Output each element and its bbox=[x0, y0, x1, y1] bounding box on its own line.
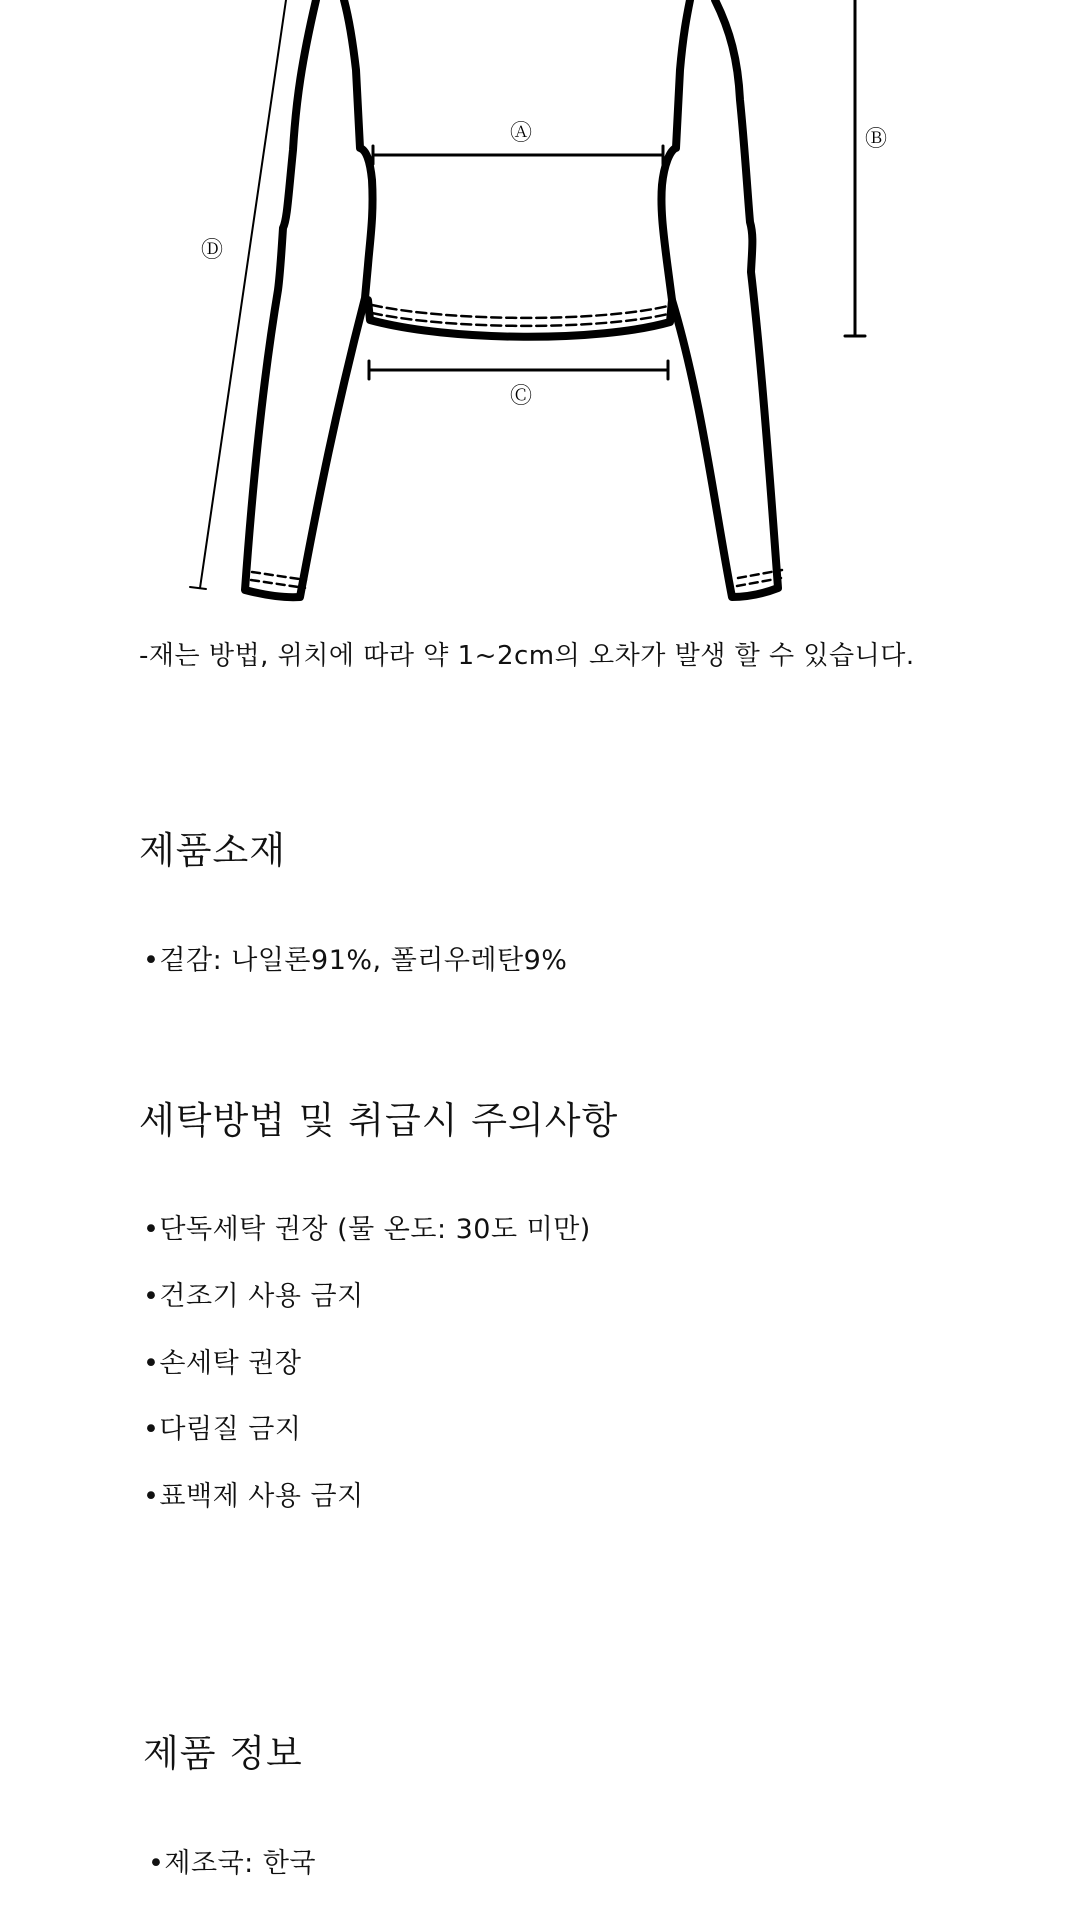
garment-size-diagram bbox=[0, 0, 1080, 610]
care-item: •표백제 사용 금지 bbox=[143, 1481, 364, 1512]
care-item: •손세탁 권장 bbox=[143, 1348, 302, 1379]
left-cuff-stitch bbox=[252, 572, 306, 580]
hem-stitch-1 bbox=[372, 305, 668, 318]
measurement-note: -재는 방법, 위치에 따라 약 1~2cm의 오차가 발생 할 수 있습니다. bbox=[139, 641, 915, 671]
label-b: Ⓑ bbox=[864, 127, 888, 152]
left-cuff-stitch-2 bbox=[251, 580, 305, 588]
label-d: Ⓓ bbox=[200, 238, 224, 263]
care-item: •다림질 금지 bbox=[143, 1414, 302, 1445]
label-a: Ⓐ bbox=[509, 121, 533, 146]
care-item: •건조기 사용 금지 bbox=[143, 1281, 364, 1312]
care-heading: 세탁방법 및 취급시 주의사항 bbox=[139, 1099, 619, 1142]
product-info-item: •제조국: 한국 bbox=[148, 1848, 317, 1879]
garment-hem bbox=[368, 300, 672, 337]
hem-stitch-2 bbox=[372, 313, 668, 326]
product-info-heading: 제품 정보 bbox=[143, 1732, 303, 1775]
garment-right-outline bbox=[661, 0, 778, 597]
measure-line-d bbox=[200, 0, 286, 588]
material-item: •겉감: 나일론91%, 폴리우레탄9% bbox=[143, 945, 568, 976]
material-heading: 제품소재 bbox=[139, 829, 286, 872]
label-c: Ⓒ bbox=[509, 384, 533, 409]
care-item: •단독세탁 권장 (물 온도: 30도 미만) bbox=[143, 1214, 591, 1245]
garment-left-outline bbox=[245, 0, 373, 597]
